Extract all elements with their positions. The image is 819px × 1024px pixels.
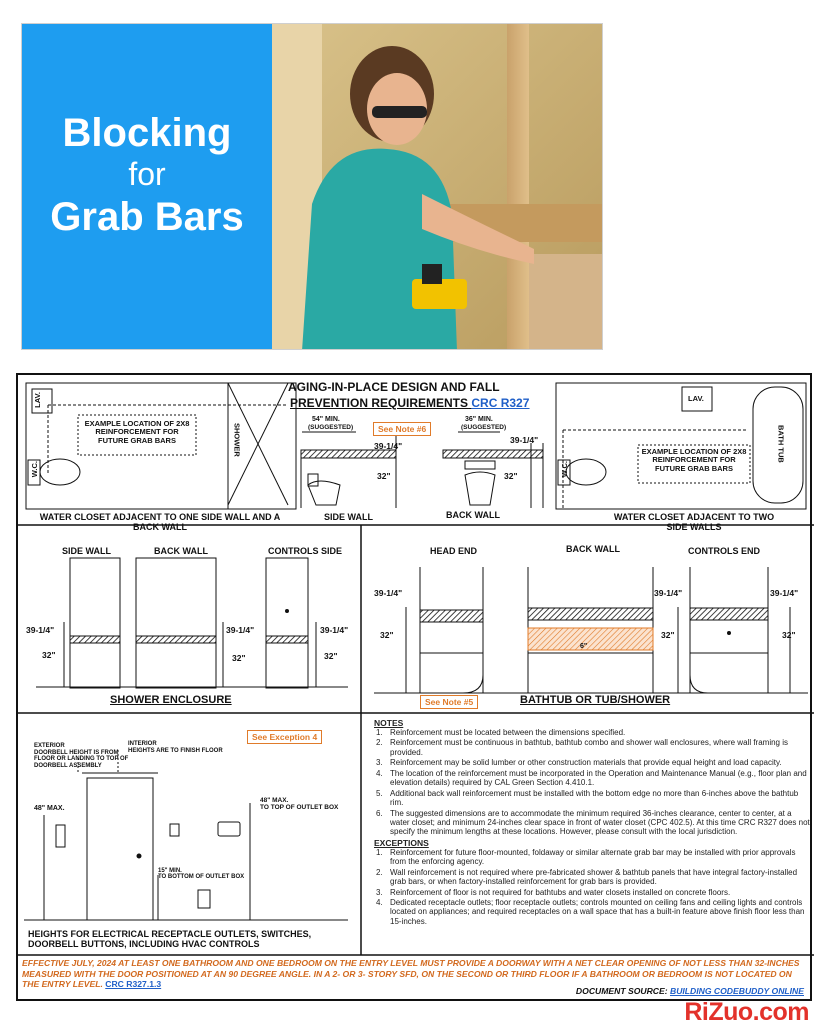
side-min-dim: 54" MIN. xyxy=(312,416,340,423)
exception-item: 3. Reinforcement of floor is not required for bathtubs and water closets installed on concrete floors. xyxy=(376,887,731,897)
note-item: 4. The location of the reinforcement must be incorporated in the Operation and Maintenance Manual (e.g., floor plan and elevation details) required by CAL Green Section 4.410.1. xyxy=(376,768,807,788)
shower-controls-side: CONTROLS SIDE xyxy=(268,546,343,556)
caption-two-side-walls: WATER CLOSET ADJACENT TO TWO SIDE WALLS xyxy=(613,512,775,532)
back-wall-caption: BACK WALL xyxy=(446,510,500,520)
banner-photo xyxy=(272,24,603,350)
document-source-label: DOCUMENT SOURCE: xyxy=(575,986,668,996)
diagram-title-line1: AGING-IN-PLACE DESIGN AND FALL xyxy=(288,380,500,394)
banner-title xyxy=(22,112,272,238)
shower-h6: 32" xyxy=(324,651,338,661)
lav-label-right: LAV. xyxy=(688,394,704,403)
min15-outlet: 15" MIN. TO BOTTOM OF OUTLET BOX xyxy=(158,868,245,880)
diagram-title-text: PREVENTION REQUIREMENTS xyxy=(290,396,469,410)
exception-item: 4. Dedicated receptacle outlets; floor receptacle outlets; controls mounted on ceiling fans and ceiling lights and controls located on appliances; and required receptacles on a wall space that has a built-in feature above finish floor less than 15-inches. xyxy=(376,898,805,926)
shower-h2: 32" xyxy=(42,650,56,660)
notes-heading: NOTES xyxy=(374,718,404,728)
banner-title-line1: Blocking xyxy=(62,111,232,155)
see-note-5[interactable]: See Note #5 xyxy=(420,695,478,709)
shower-h1: 39-1/4" xyxy=(26,625,55,635)
tub-h5: 39-1/4" xyxy=(770,588,799,598)
exceptions-heading: EXCEPTIONS xyxy=(374,837,429,848)
max48-left: 48" MAX. xyxy=(34,805,65,812)
exception-item: 2. Wall reinforcement is not required where pre-fabricated shower & bathtub panels that have integral factory-installed grab bars, or when factory-installed reinforcement for grab bars is provided. xyxy=(376,867,798,887)
note-item: 1. Reinforcement must be located between the dimensions specified. xyxy=(376,728,626,738)
note-item: 3. Reinforcement may be solid lumber or other construction materials that provide equal height and load capacity. xyxy=(376,758,782,768)
tub-six-inch: 6" xyxy=(580,643,588,650)
shower-back-wall: BACK WALL xyxy=(154,546,208,556)
bathtub-caption: BATHTUB OR TUB/SHOWER xyxy=(520,694,671,706)
example-location-left: EXAMPLE LOCATION OF 2X8 REINFORCEMENT FOR FUTURE GRAB BARS xyxy=(84,419,190,445)
tub-h1: 39-1/4" xyxy=(374,588,403,598)
note-item: 6. The suggested dimensions are to accommodate the minimum required 36-inches clearance, center to center, at a water closet; and minimum 24-inches clear space in front of water closet (CPC 402.5). At this time CRC R327 does not specify the minimum lengths at these locations. However, please consult with the local jurisdiction. xyxy=(376,808,810,837)
banner xyxy=(21,23,603,350)
footer-code-link[interactable]: CRC R327.1.3 xyxy=(105,979,162,990)
notes-section xyxy=(374,718,812,927)
shower-h3: 39-1/4" xyxy=(226,625,255,635)
bathtub-label: BATH TUB xyxy=(776,425,786,463)
tub-h3: 39-1/4" xyxy=(654,588,683,598)
note-item: 5. Additional back wall reinforcement must be installed with the bottom edge no more than 6-inches above the bathtub rim. xyxy=(376,788,799,808)
shower-label: SHOWER xyxy=(232,423,242,457)
tub-h2: 32" xyxy=(380,630,394,640)
side-wall-caption: SIDE WALL xyxy=(324,512,373,522)
shower-enclosure-caption: SHOWER ENCLOSURE xyxy=(110,694,232,706)
tub-back-wall: BACK WALL xyxy=(566,544,620,554)
exterior-note: EXTERIOR DOORBELL HEIGHT IS FROM FLOOR OR LANDING TO TOP OF DOORBELL ASSEMBLY xyxy=(34,743,129,769)
lav-label-left: LAV. xyxy=(33,392,42,408)
document-source xyxy=(576,986,804,996)
back-h2: 32" xyxy=(504,471,518,481)
watermark: RiZuo.com xyxy=(684,998,809,1024)
back-h1: 39-1/4" xyxy=(510,435,539,445)
banner-title-line3: Grab Bars xyxy=(50,194,244,239)
shower-h4: 32" xyxy=(232,653,246,663)
banner-title-panel xyxy=(22,24,272,350)
interior-note: INTERIOR HEIGHTS ARE TO FINISH FLOOR xyxy=(128,741,223,754)
back-min-dim: 36" MIN. xyxy=(465,416,493,423)
max48-outlet: 48" MAX. TO TOP OF OUTLET BOX xyxy=(260,797,339,811)
side-h1: 39-1/4" xyxy=(374,441,403,451)
exceptions-list xyxy=(374,848,812,927)
document-source-link[interactable]: BUILDING CODEBUDDY ONLINE xyxy=(669,986,804,996)
see-exception-4[interactable]: See Exception 4 xyxy=(247,730,322,744)
back-suggested: (SUGGESTED) xyxy=(461,424,507,431)
tub-controls-end: CONTROLS END xyxy=(688,546,760,556)
wc-label-right: W.C. xyxy=(560,461,569,478)
footer-text: EFFECTIVE JULY, 2024 AT LEAST ONE BATHROOM AND ONE BEDROOM ON THE ENTRY LEVEL MUST PROVIDE A DOORWAY WITH A NET CLEAR OPENING OF NOT LESS THAN 32-INCHES MEASURED WITH THE DOOR POSITIONED AT AN 90 DEGREE ANGLE. IN A 2- OR 3- STORY SFD, ON THE SECOND OR THIRD FLOOR IF A BATHROOM OR BEDROOM IS NOT LOCATED ON THE ENTRY LEVEL. xyxy=(22,958,800,990)
diagram-title-line2 xyxy=(290,397,529,410)
shower-side-wall: SIDE WALL xyxy=(62,546,111,556)
notes-list xyxy=(374,728,812,837)
exception-item: 1. Reinforcement for future floor-mounted, foldaway or similar alternate grab bar may be installed with prior approvals from the enforcing agency. xyxy=(376,847,796,867)
diagram-title-code-link[interactable]: CRC R327 xyxy=(471,396,530,410)
banner-title-line2: for xyxy=(128,156,166,192)
diagram-sheet xyxy=(16,373,812,1001)
side-suggested: (SUGGESTED) xyxy=(308,424,354,431)
see-note-6[interactable]: See Note #6 xyxy=(373,422,431,436)
caption-one-side-wall: WATER CLOSET ADJACENT TO ONE SIDE WALL AND A BACK WALL xyxy=(39,512,281,532)
wc-label-left: W.C. xyxy=(30,461,39,478)
shower-h5: 39-1/4" xyxy=(320,625,349,635)
tub-head-end: HEAD END xyxy=(430,546,478,556)
tub-h4: 32" xyxy=(661,630,675,640)
side-h2: 32" xyxy=(377,471,391,481)
electrical-caption: HEIGHTS FOR ELECTRICAL RECEPTACLE OUTLETS, SWITCHES, DOORBELL BUTTONS, INCLUDING HVAC CONTROLS xyxy=(28,929,312,949)
example-location-right: EXAMPLE LOCATION OF 2X8 REINFORCEMENT FOR FUTURE GRAB BARS xyxy=(641,447,747,473)
tub-h6: 32" xyxy=(782,630,796,640)
note-item: 2. Reinforcement must be continuous in bathtub, bathtub combo and shower wall enclosures, where wall framing is provided. xyxy=(376,738,788,757)
